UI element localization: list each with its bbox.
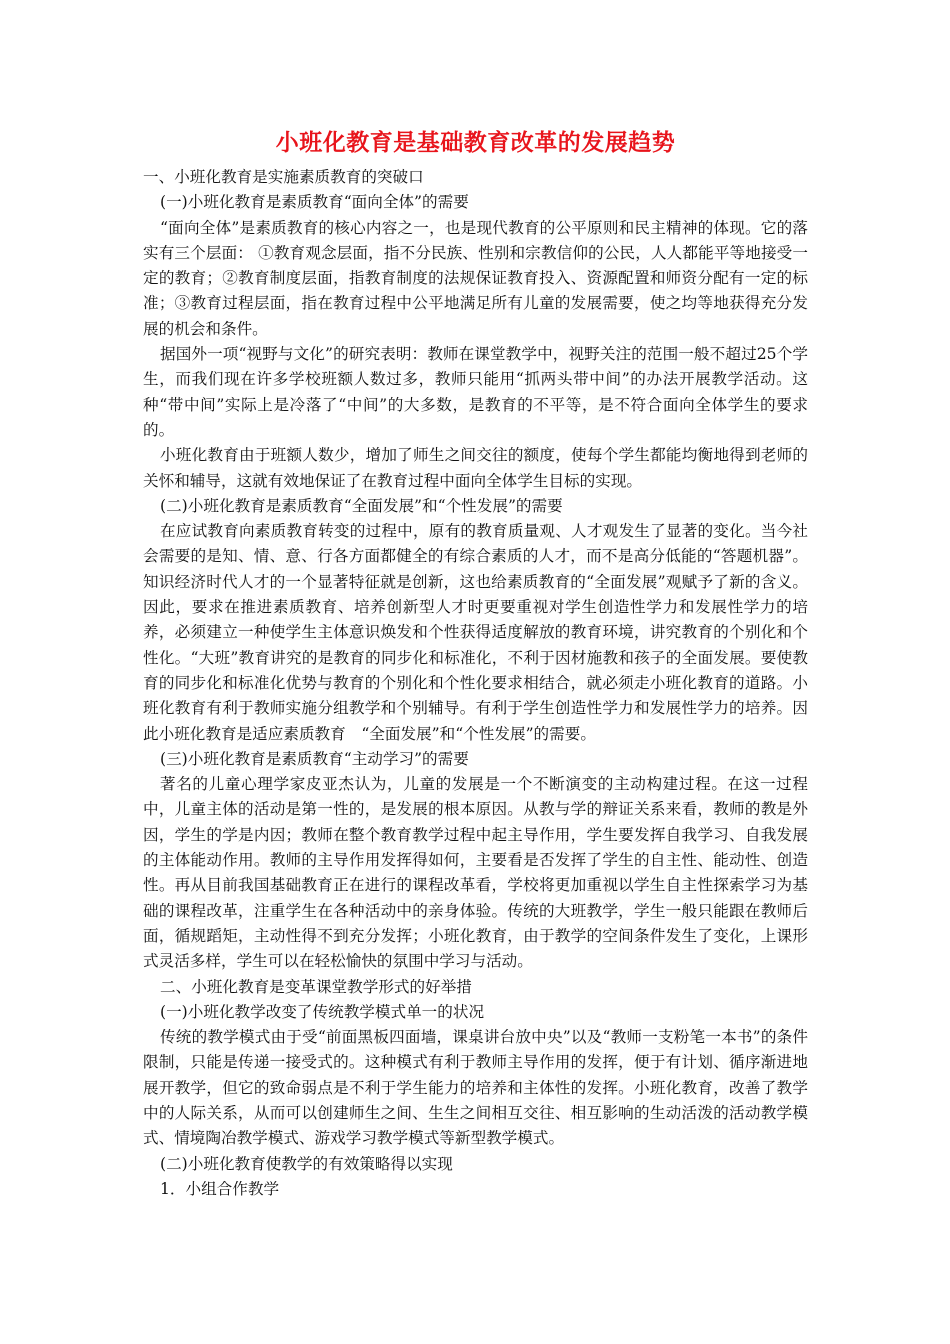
subsection-heading-2-2: (二)小班化教育使教学的有效策略得以实现 (160, 1154, 453, 1173)
section-heading-1: 一、小班化教育是实施素质教育的突破口 (143, 168, 424, 186)
paragraph: 小班化教育由于班额人数少，增加了师生之间交往的额度，使每个学生都能均衡地得到老师的关怀和辅导，这就有效地保证了在教育过程中面向全体学生目标的实现。 (143, 446, 808, 490)
paragraph: 著名的儿童心理学家皮亚杰认为，儿童的发展是一个不断演变的主动构建过程。在这一过程中，儿童主体的活动是第一性的，是发展的根本原因。从教与学的辩证关系来看，教师的教是外因，学生的学是内因；教师在整个教育教学过程中起主导作用，学生要发挥自我学习、自我发展的主体能动作用。教师的主导作用发挥得如何，主要看是否发挥了学生的自主性、能动性、创造性。再从目前我国基础教育正在进行的课程改革看，学校将更加重视以学生自主性探索学习为基础的课程改革，注重学生在各种活动中的亲身体验。传统的大班教学，学生一般只能跟在教师后面，循规蹈矩，主动性得不到充分发挥；小班化教育，由于教学的空间条件发生了变化，上课形式灵活多样，学生可以在轻松愉快的氛围中学习与活动。 (143, 775, 808, 971)
subsection-heading-1-3: (三)小班化教育是素质教育“主动学习”的需要 (160, 749, 469, 768)
paragraph: “面向全体”是素质教育的核心内容之一，也是现代教育的公平原则和民主精神的体现。它的落实有三个层面： ①教育观念层面，指不分民族、性别和宗教信仰的公民，人人都能平等地接受一定的教育；②教育制度层面，指教育制度的法规保证教育投入、资源配置和师资分配有一定的标准；③教育过程层面，指在教育过程中公平地满足所有儿童的发展需要，使之均等地获得充分发展的机会和条件。 (143, 218, 808, 338)
subsection-heading-1-2: (二)小班化教育是素质教育“全面发展”和“个性发展”的需要 (160, 496, 563, 515)
subsection-heading-1-1: (一)小班化教育是素质教育“面向全体”的需要 (160, 193, 469, 212)
document-title: 小班化教育是基础教育改革的发展趋势 (275, 130, 676, 156)
paragraph: 据国外一项“视野与文化”的研究表明：教师在课堂教学中，视野关注的范围一般不超过25个学生，而我们现在许多学校班额人数过多，教师只能用“抓两头带中间”的办法开展教学活动。这种“带中间”实际上是冷落了“中间”的大多数，是教育的不平等，是不符合面向全体学生的要求的。 (143, 345, 808, 439)
subsection-heading-2-1: (一)小班化教学改变了传统教学模式单一的状况 (160, 1002, 485, 1021)
paragraph: 传统的教学模式由于受“前面黑板四面墙，课桌讲台放中央”以及“教师一支粉笔一本书”的条件限制，只能是传递一接受式的。这种模式有利于教师主导作用的发挥，便于有计划、循序渐进地展开教学，但它的致命弱点是不利于学生能力的培养和主体性的发挥。小班化教育，改善了教学中的人际关系，从而可以创建师生之间、生生之间相互交往、相互影响的生动活泼的活动教学模式、情境陶冶教学模式、游戏学习教学模式等新型教学模式。 (143, 1028, 808, 1148)
section-heading-2: 二、小班化教育是变革课堂教学形式的好举措 (160, 977, 472, 996)
numbered-heading-1: 1．小组合作教学 (160, 1179, 280, 1198)
paragraph: 在应试教育向素质教育转变的过程中，原有的教育质量观、人才观发生了显著的变化。当今社会需要的是知、情、意、行各方面都健全的有综合素质的人才，而不是高分低能的“答题机器”。知识经济时代人才的一个显著特征就是创新，这也给素质教育的“全面发展”观赋予了新的含义。因此，要求在推进素质教育、培养创新型人才时更要重视对学生创造性学力和发展性学力的培养，必须建立一种使学生主体意识焕发和个性获得适度解放的教育环境，讲究教育的个别化和个性化。“大班”教育讲究的是教育的同步化和标准化，不利于因材施教和孩子的全面发展。要使教育的同步化和标准化优势与教育的个别化和个性化要求相结合，就必须走小班化教育的道路。小班化教育有利于教师实施分组教学和个别辅导。有利于学生创造性学力和发展性学力的培养。因此小班化教育是适应素质教育 “全面发展”和“个性发展”的需要。 (143, 522, 808, 743)
document-body (143, 128, 808, 1202)
